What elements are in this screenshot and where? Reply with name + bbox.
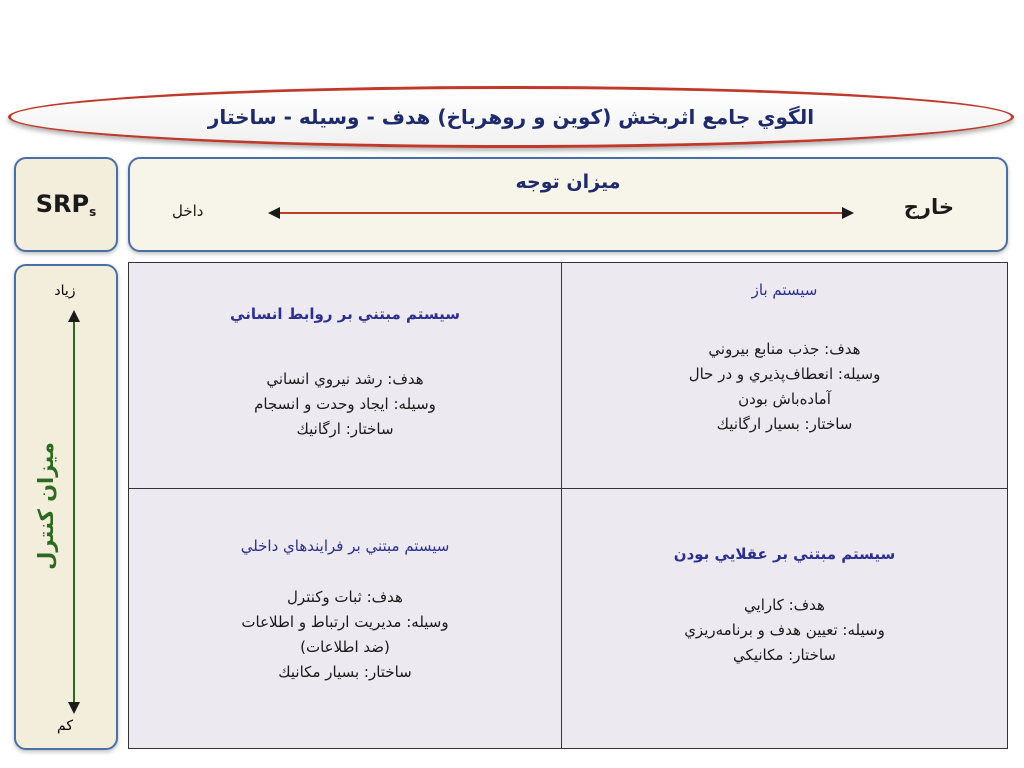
quadrant-line: (ضد اطلاعات) [300,638,390,656]
vertical-double-arrow-icon [14,264,118,750]
quadrant-line: ساختار: بسيار ارگانيك [716,415,853,433]
external-label: خارج [903,195,954,219]
quadrant-grid [128,262,1008,749]
quadrant-line: وسيله: تعيين هدف و برنامه‌ريزي [684,621,885,639]
horizontal-double-arrow-icon [128,157,1008,252]
quadrant-rational-goal [562,489,1007,748]
quadrant-line: وسيله: ايجاد وحدت و انسجام [254,395,436,413]
quadrant-heading: سيستم مبتني بر عقلايي بودن [673,545,896,563]
quadrant-heading: سيستم مبتني بر روابط انساني [230,305,460,323]
control-axis-panel [14,264,118,750]
quadrant-heading: سيستم مبتني بر فرايندهاي داخلي [240,537,450,555]
quadrant-heading: سيستم باز [751,281,818,299]
srps-box [14,157,118,252]
quadrant-line: ساختار: مکانيکي [733,646,836,664]
control-axis-label: ميزان کنترل [34,442,58,570]
quadrant-line: هدف: کارايي [744,596,825,614]
quadrant-open-system [562,263,1007,489]
srps-label: $SRP_s$ [35,190,97,219]
quadrant-line: ساختار: ارگانيك [296,420,394,438]
quadrant-line: ساختار: بسيار مکانيك [278,663,412,681]
quadrant-human-relations [129,263,562,489]
diagram-title: الگوي جامع اثربخش (کوين و روهرباخ) هدف - وسيله - ساختار [207,105,815,129]
quadrant-line: هدف: جذب منابع بيروني [708,340,861,358]
internal-label: داخل [172,202,204,220]
attention-axis-label: ميزان توجه [515,171,621,193]
low-label: کم [57,718,73,734]
quadrant-line: وسيله: مديريت ارتباط و اطلاعات [241,613,449,631]
quadrant-line: هدف: ثبات وکنترل [287,588,403,606]
quadrant-line: هدف: رشد نيروي انساني [266,370,424,388]
quadrant-line: آماده‌باش بودن [738,390,831,408]
high-label: زياد [54,283,76,299]
title-banner [8,86,1014,148]
quadrant-line: وسيله: انعطاف‌پذيري و در حال [688,365,881,383]
quadrant-internal-process [129,489,562,748]
attention-axis-panel [128,157,1008,252]
